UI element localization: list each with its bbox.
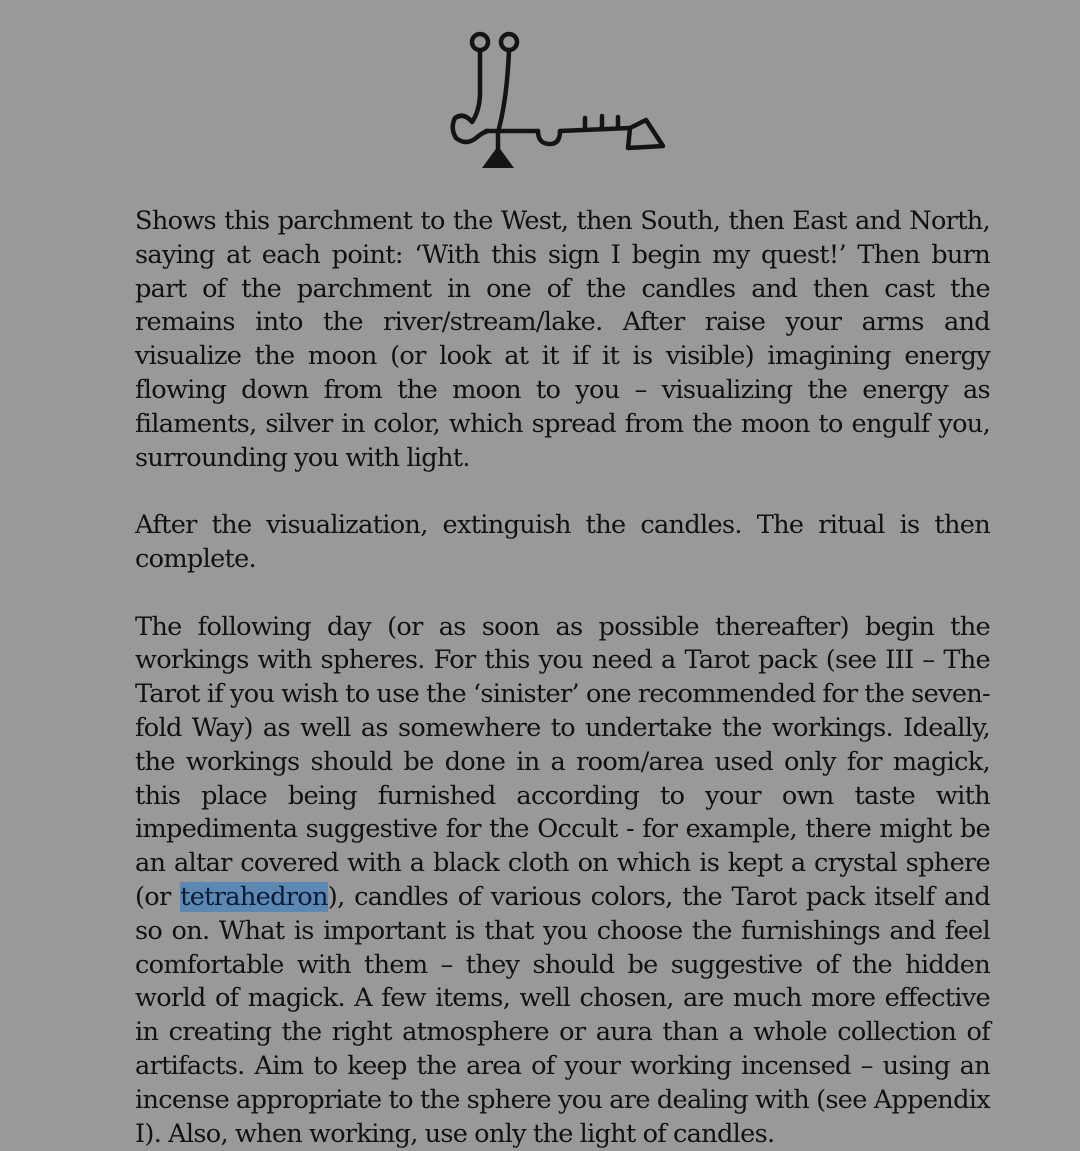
- selected-word-highlight[interactable]: tetrahedron: [180, 881, 328, 912]
- sigil-figure: [440, 24, 680, 180]
- document-body: [135, 205, 990, 1151]
- paragraph-3: [135, 611, 990, 1151]
- paragraph-2: After the visualization, extinguish the candles. The ritual is then complete.: [135, 510, 990, 574]
- paragraph-1: Shows this parchment to the West, then South, then East and North, saying at each point: ‘With this sign I begin my quest!’ Then burn part of the parchment in one of the candles and then cast the remains into the river/stream/lake. After raise your arms and visualize the moon (or look at it if it is visible) imagining energy flowing down from the moon to you – visualizing the energy as filaments, silver in color, which spread from the moon to engulf you, surrounding you with light.: [135, 206, 990, 473]
- paragraph-3-text-before: The following day (or as soon as possible thereafter) begin the workings with spheres. For this you need a Tarot pack (see III – The Tarot if you wish to use the ‘sinister’ one recommended for the seven-fold Way) as well as somewhere to undertake the workings. Ideally, the workings should be done in a room/area used only for magick, this place being furnished according to your own taste with impedimenta suggestive for the Occult - for example, there might be an altar covered with a black cloth on which is kept a crystal sphere (or: [135, 611, 990, 912]
- paragraph-3-text-after: ), candles of various colors, the Tarot pack itself and so on. What is important is that you choose the furnishings and feel comfortable with them – they should be suggestive of the hidden world of magick. A few items, well chosen, are much more effective in creating the right atmosphere or aura than a whole collection of artifacts. Aim to keep the area of your working incensed – using an incense appropriate to the sphere you are dealing with (see Appendix I). Also, when working, use only the light of candles.: [135, 881, 991, 1149]
